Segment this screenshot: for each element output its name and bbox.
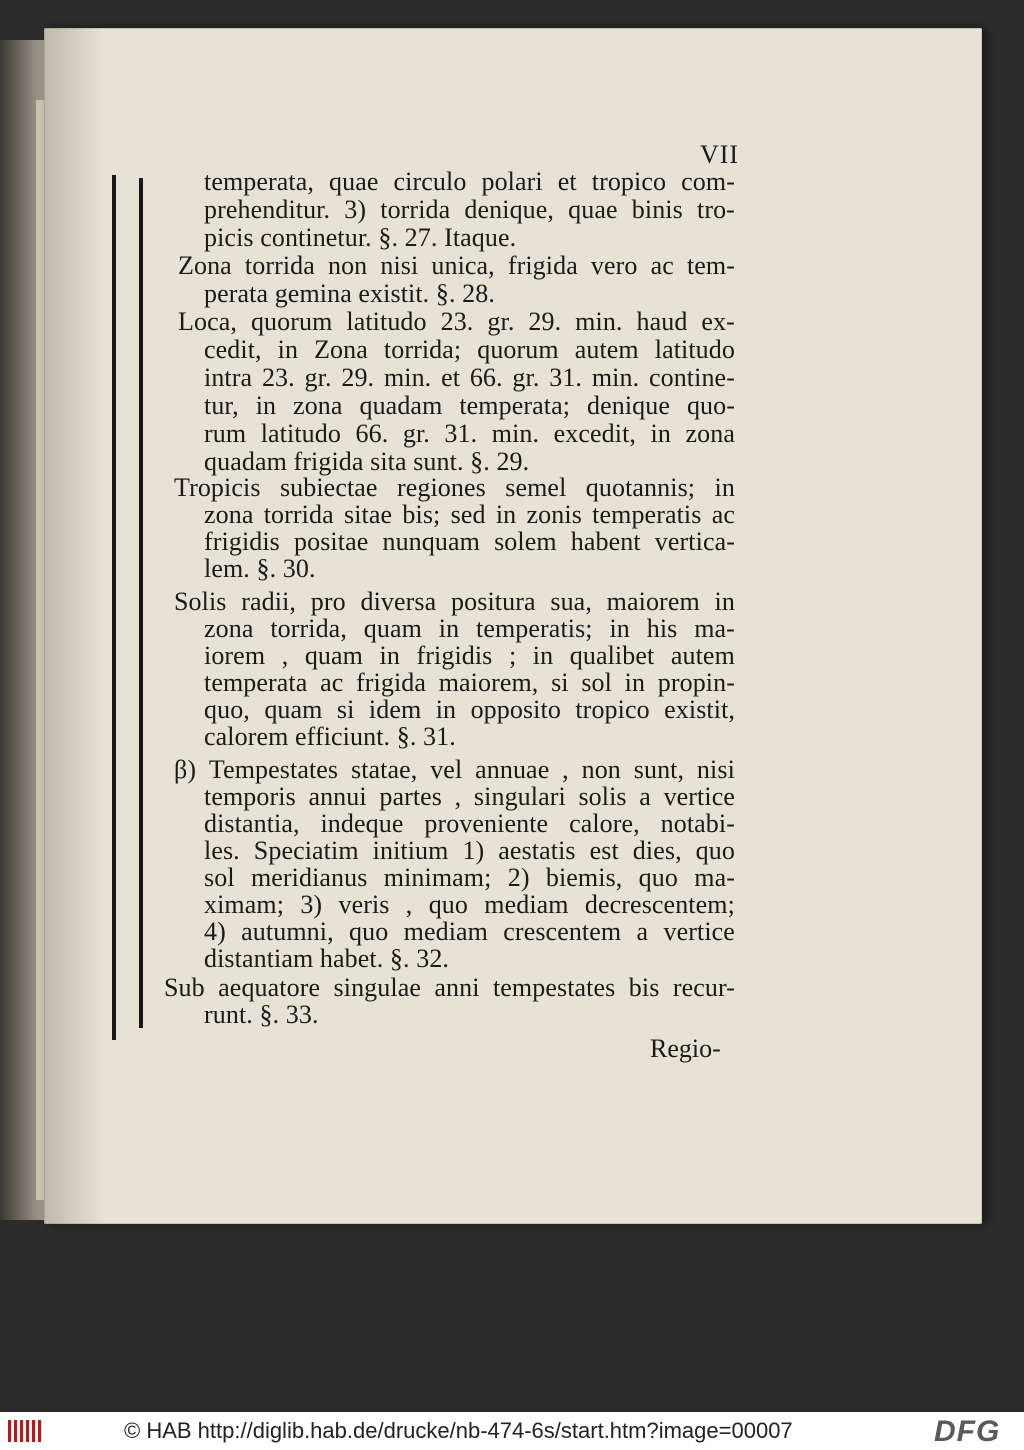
footer-bar xyxy=(0,1412,1024,1450)
text-line: ximam; 3) veris , quo mediam decrescentem; xyxy=(204,890,735,919)
text-line: 4) autumni, quo mediam crescentem a vertice xyxy=(204,917,735,946)
text-line: Tropicis subiectae regiones semel quotannis; in xyxy=(174,473,735,502)
page-number: VII xyxy=(700,140,740,169)
text-line: temporis annui partes , singulari solis a vertice xyxy=(204,782,735,811)
hab-logo-icon xyxy=(8,1420,44,1442)
text-line: intra 23. gr. 29. min. et 66. gr. 31. min. contine- xyxy=(204,363,735,392)
text-line: temperata ac frigida maiorem, si sol in propin- xyxy=(204,668,735,697)
text-line: picis continetur. §. 27. Itaque. xyxy=(204,223,517,252)
text-line: zona torrida sitae bis; sed in zonis temperatis ac xyxy=(204,500,735,529)
text-line: rum latitudo 66. gr. 31. min. excedit, in zona xyxy=(204,419,735,448)
text-line: β) Tempestates statae, vel annuae , non sunt, nisi xyxy=(174,755,735,784)
text-line: zona torrida, quam in temperatis; in his ma- xyxy=(204,614,735,643)
text-line: les. Speciatim initium 1) aestatis est dies, quo xyxy=(204,836,735,865)
text-line: iorem , quam in frigidis ; in qualibet autem xyxy=(204,641,735,670)
text-line: Solis radii, pro diversa positura sua, maiorem in xyxy=(174,587,735,616)
text-line: Loca, quorum latitudo 23. gr. 29. min. haud ex- xyxy=(178,307,735,336)
text-line: quo, quam si idem in opposito tropico existit, xyxy=(204,695,735,724)
text-line: temperata, quae circulo polari et tropico com- xyxy=(204,167,735,196)
text-line: frigidis positae nunquam solem habent vertica- xyxy=(204,527,735,556)
text-line: quadam frigida sita sunt. §. 29. xyxy=(204,447,530,476)
text-line: calorem efficiunt. §. 31. xyxy=(204,722,456,751)
text-line: runt. §. 33. xyxy=(204,1000,319,1029)
text-line: distantiam habet. §. 32. xyxy=(204,944,450,973)
text-line: tur, in zona quadam temperata; denique quo- xyxy=(204,391,735,420)
text-line: cedit, in Zona torrida; quorum autem latitudo xyxy=(204,335,735,364)
text-line: prehenditur. 3) torrida denique, quae binis tro- xyxy=(204,195,735,224)
text-line: perata gemina existit. §. 28. xyxy=(204,279,495,308)
text-line: Sub aequatore singulae anni tempestates bis recur- xyxy=(164,973,735,1002)
dfg-logo: DFG xyxy=(934,1415,1001,1448)
text-line: Zona torrida non nisi unica, frigida vero ac tem- xyxy=(178,251,735,280)
source-link[interactable]: © HAB http://diglib.hab.de/drucke/nb-474-6s/start.htm?image=00007 xyxy=(124,1418,793,1443)
text-line: distantia, indeque proveniente calore, notabi- xyxy=(204,809,735,838)
text-line: lem. §. 30. xyxy=(204,554,316,583)
text-line: sol meridianus minimam; 2) biemis, quo ma- xyxy=(204,863,735,892)
catchword: Regio- xyxy=(650,1034,721,1063)
